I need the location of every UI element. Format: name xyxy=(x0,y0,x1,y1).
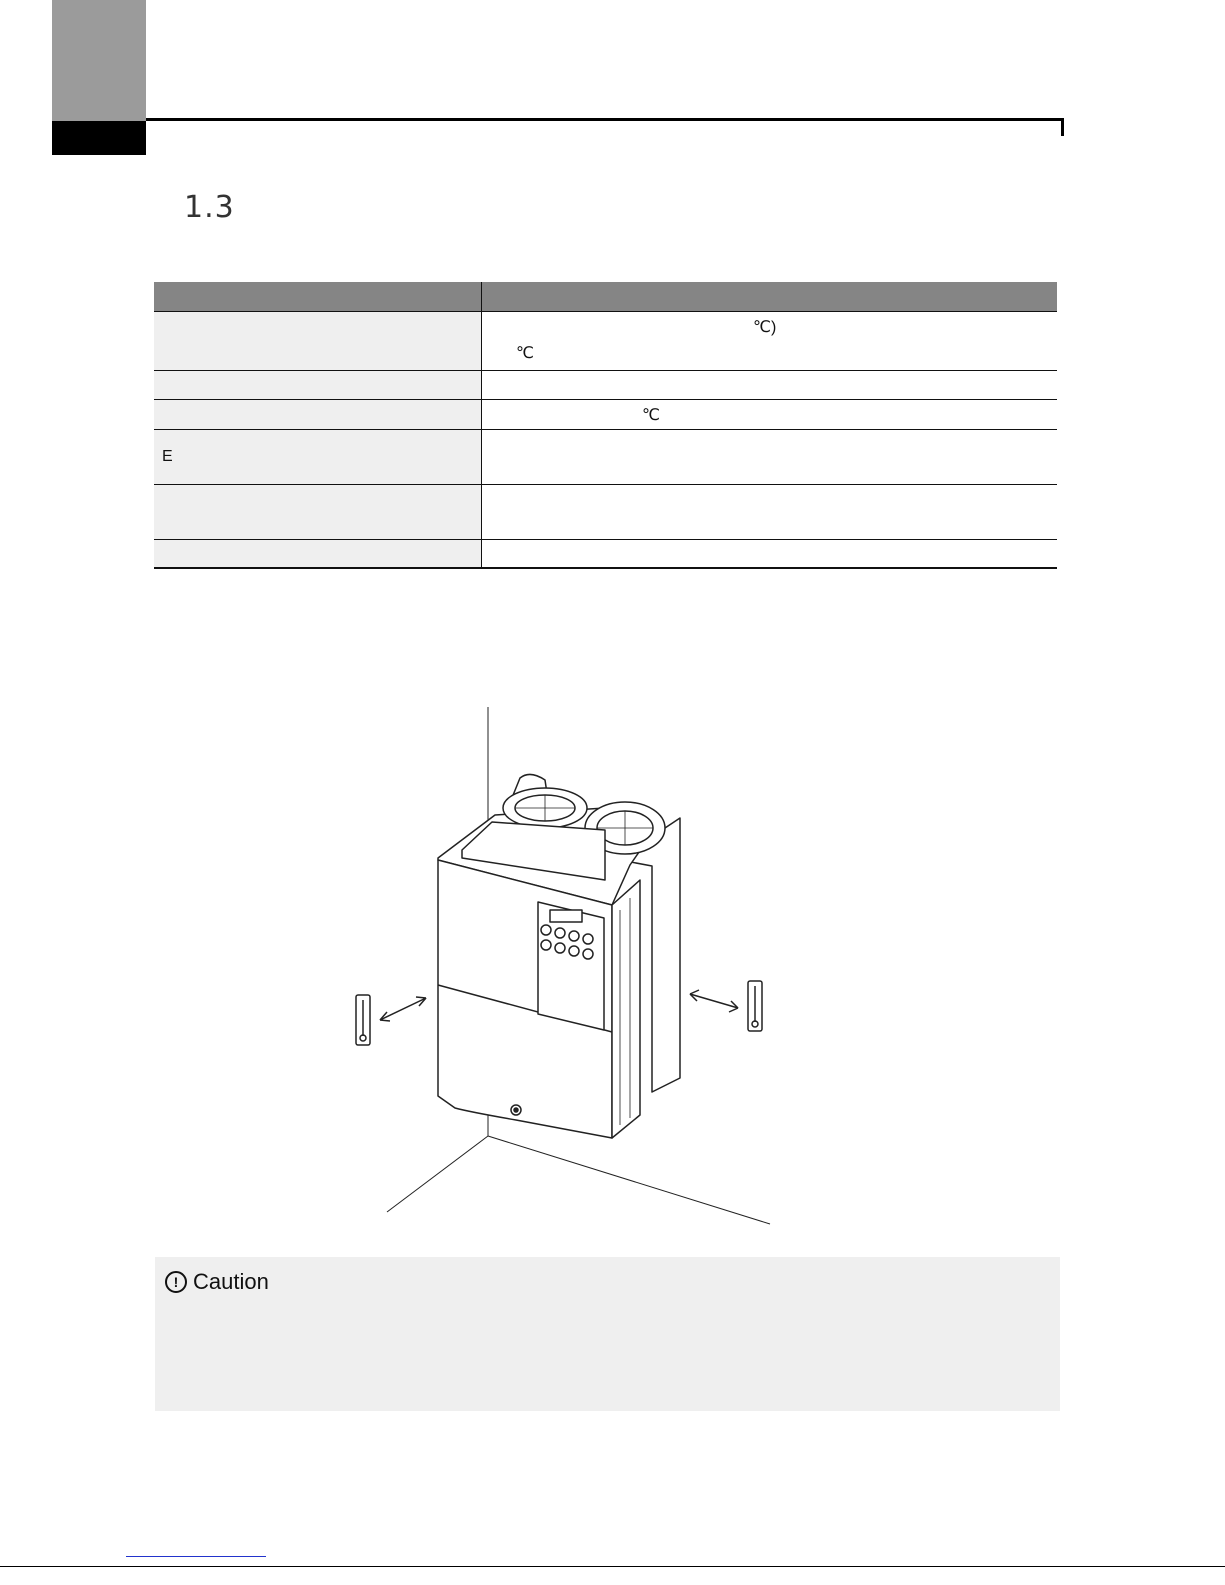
environment-table xyxy=(154,282,1057,569)
table-cell-value xyxy=(482,485,1058,540)
table-row xyxy=(154,430,1057,485)
table-cell-value xyxy=(482,540,1058,569)
table-cell-item xyxy=(154,485,482,540)
table-row xyxy=(154,371,1057,400)
footer-rule xyxy=(0,1566,1225,1567)
caution-header xyxy=(165,1269,269,1295)
footer-link-underline xyxy=(126,1556,266,1557)
table-cell-item xyxy=(154,540,482,569)
inverter-drawing xyxy=(438,774,680,1138)
left-distance-arrow xyxy=(380,997,426,1021)
table-cell-item xyxy=(154,312,482,371)
table-row xyxy=(154,400,1057,430)
right-thermometer-icon xyxy=(748,981,762,1031)
table-cell-value xyxy=(482,371,1058,400)
table-cell-item: E xyxy=(154,430,482,485)
table-cell-value: ℃ xyxy=(482,400,1058,430)
table-row xyxy=(154,312,1057,371)
table-cell-item xyxy=(154,371,482,400)
table-row xyxy=(154,540,1057,569)
header-rule-tick xyxy=(1061,118,1064,136)
caution-title: Caution xyxy=(193,1269,269,1294)
value-line: ℃ xyxy=(516,345,534,362)
table-cell-value xyxy=(482,430,1058,485)
left-thermometer-icon xyxy=(356,995,370,1045)
caution-box xyxy=(155,1257,1060,1411)
table-cell-item xyxy=(154,400,482,430)
table-header-cell xyxy=(154,282,482,312)
inverter-installation-figure xyxy=(0,700,1225,1240)
table-cell-value xyxy=(482,312,1058,371)
table-header-row xyxy=(154,282,1057,312)
chapter-tab-marker xyxy=(52,121,146,155)
value-line: ℃) xyxy=(753,319,777,336)
exclamation-circle-icon: ! xyxy=(165,1271,187,1293)
section-number: 1.3 xyxy=(184,190,235,225)
right-distance-arrow xyxy=(690,990,738,1012)
header-rule xyxy=(146,118,1064,121)
table-row xyxy=(154,485,1057,540)
chapter-tab xyxy=(52,0,146,121)
table-header-cell xyxy=(482,282,1058,312)
